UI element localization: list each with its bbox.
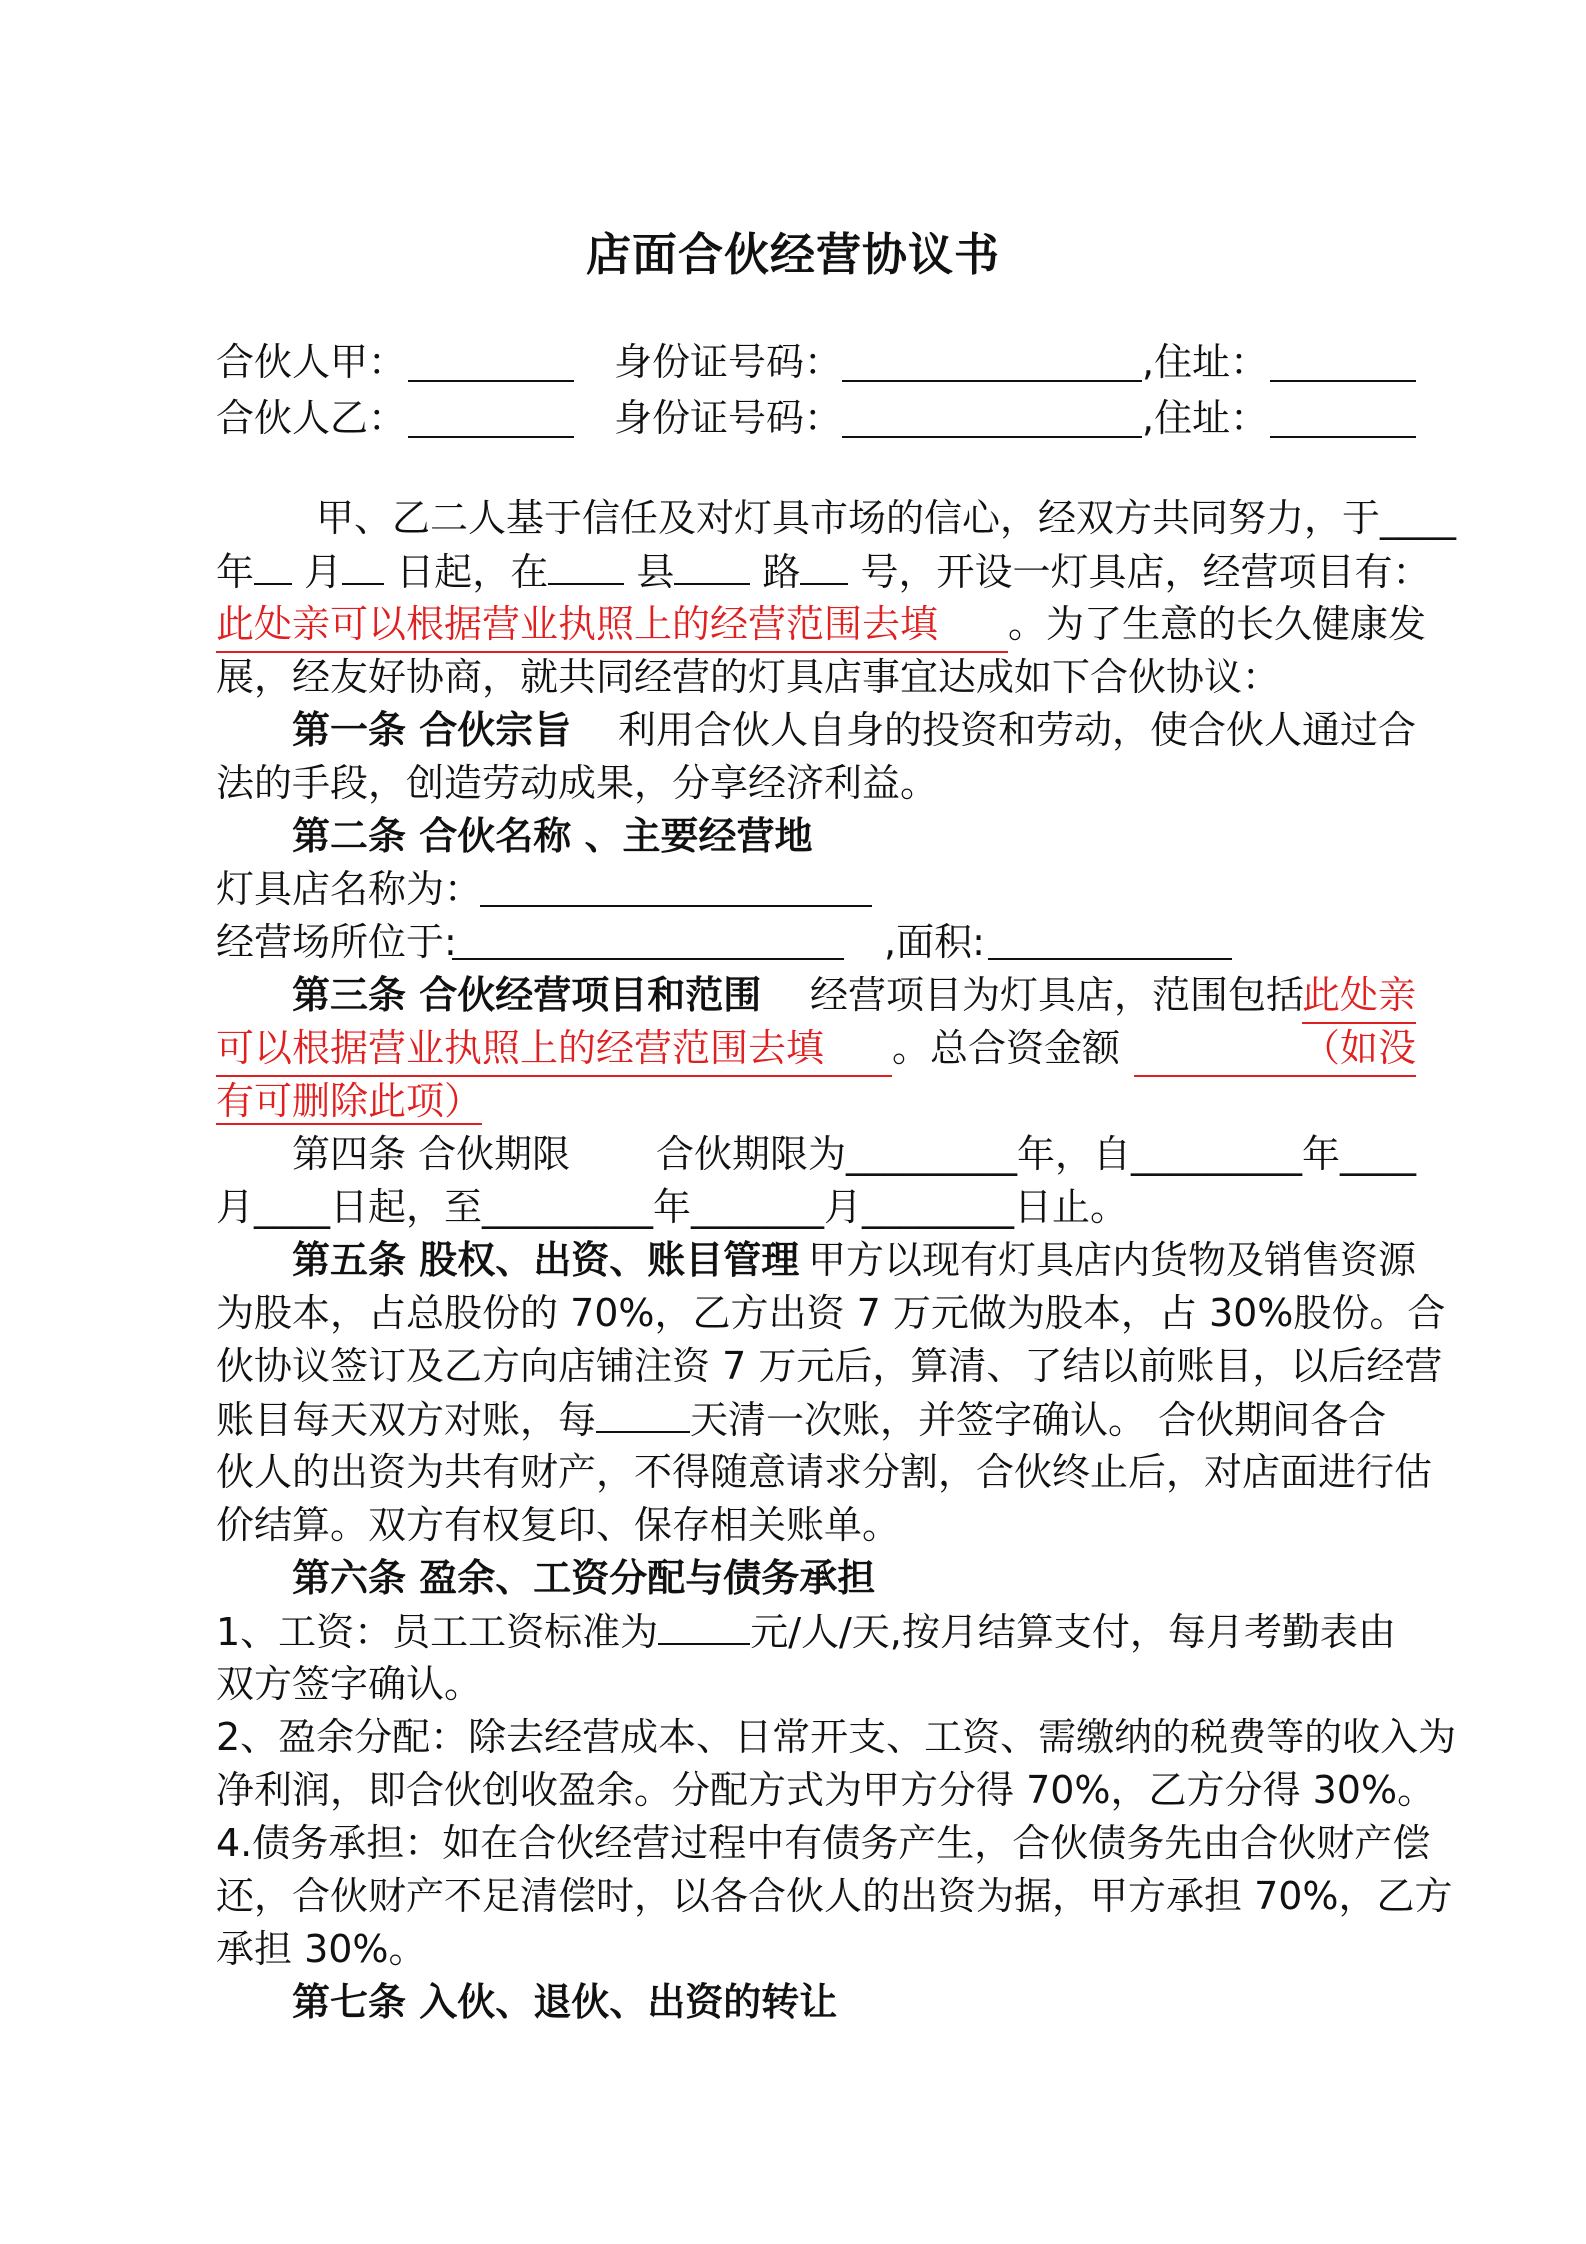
partner-a-address-label: ,住址： (1142, 340, 1269, 384)
art3-scope-hint: 可以根据营业执照上的经营范围去填 (216, 1022, 892, 1077)
art3-delete-hint: 有可删除此项） (216, 1079, 483, 1123)
art5-line3: 伙协议签订及乙方向店铺注资 7 万元后，算清、了结以前账目，以后经营 (216, 1344, 1443, 1388)
art5-line2: 为股本，占总股份的 70%，乙方出资 7 万元做为股本，占 30%股份。合 (216, 1291, 1446, 1335)
art2-name-blank (480, 867, 872, 907)
partner-a-id-blank (842, 380, 1142, 382)
partner-b-address-label: ,住址： (1142, 396, 1269, 440)
document-title: 店面合伙经营协议书 (585, 228, 1000, 281)
art6-wage-blank (658, 1605, 750, 1645)
para1-year: 年 (216, 550, 255, 594)
partner-a-blank (408, 380, 574, 382)
art4-line1 (216, 1128, 1416, 1181)
para1-day: 日起，在 (396, 550, 549, 594)
art2-heading: 第二条 合伙名称 、主要经营地 (292, 814, 813, 858)
partner-b-label: 合伙人乙： (216, 396, 407, 440)
art6-wage-line1 (216, 1605, 1416, 1658)
art2-area-blank (988, 920, 1232, 960)
art3-line1-mid: 经营项目为灯具店，范围包括 (809, 973, 1304, 1017)
partner-b-address-blank (1270, 436, 1416, 438)
para1-county-blank (548, 545, 624, 585)
art2-area-label: ,面积: (884, 920, 985, 964)
art6-debt-line2: 还，合伙财产不足清偿时，以各合伙人的出资为据，甲方承担 70%，乙方 (216, 1874, 1453, 1918)
partner-a-label: 合伙人甲： (216, 340, 407, 384)
art4-line1-tail: 合伙期限为_________年，自_________年____ (655, 1132, 1416, 1176)
art1-line1-tail: 利用合伙人自身的投资和劳动，使合伙人通过合 (617, 708, 1416, 752)
art5-days-blank (596, 1393, 690, 1433)
art3-line2 (216, 1022, 1416, 1075)
partner-b-id-blank (842, 436, 1142, 438)
para1-month-blank (342, 545, 384, 585)
art2-name-line (216, 863, 1416, 916)
art7-heading: 第七条 入伙、退伙、出资的转让 (292, 1980, 838, 2024)
art3-total-hint: （如没 (1134, 1022, 1416, 1077)
art5-line4-b: 天清一次账，并签字确认。 合伙期间各合 (690, 1398, 1387, 1442)
art5-line4 (216, 1393, 1416, 1446)
para1-line3-tail: 。为了生意的长久健康发 (1008, 602, 1427, 646)
art3-total-label: 。总合资金额 (892, 1026, 1121, 1070)
partner-a-row (216, 336, 1416, 392)
art5-line5: 伙人的出资为共有财产，不得随意请求分割，合伙终止后，对店面进行估 (216, 1450, 1433, 1494)
art6-profit-line1: 2、盈余分配：除去经营成本、日常开支、工资、需缴纳的税费等的收入为 (216, 1715, 1457, 1759)
art6-debt-line1: 4.债务承担：如在合伙经营过程中有债务产生，合伙债务先由合伙财产偿 (216, 1821, 1431, 1865)
para1-shop-text: 号，开设一灯具店，经营项目有： (860, 550, 1431, 594)
para1-number-blank (800, 545, 848, 585)
para1-month: 月 (304, 550, 343, 594)
art4-heading: 第四条 合伙期限 (292, 1132, 571, 1176)
art5-line1-tail: 甲方以现有灯具店内货物及销售资源 (807, 1238, 1416, 1282)
art6-debt-line3: 承担 30%。 (216, 1927, 427, 1971)
art3-heading: 第三条 合伙经营项目和范围 (292, 973, 762, 1017)
art2-place-blank (452, 920, 844, 960)
art6-wage-b: 元/人/天,按月结算支付，每月考勤表由 (750, 1610, 1396, 1654)
para1-line4: 展，经友好协商，就共同经营的灯具店事宜达成如下合伙协议： (216, 655, 1281, 699)
partner-a-id-label: 身份证号码： (614, 340, 843, 384)
art5-heading: 第五条 股权、出资、账目管理 (292, 1238, 800, 1282)
art2-place-label: 经营场所位于: (216, 920, 457, 964)
para1-road-blank (674, 545, 750, 585)
partner-b-blank (408, 436, 574, 438)
para1-scope-hint: 此处亲可以根据营业执照上的经营范围去填 (216, 598, 1008, 653)
art5-line4-a: 账目每天双方对账，每 (216, 1398, 597, 1442)
art6-wage-a: 1、工资：员工工资标准为 (216, 1610, 659, 1654)
para1-year-blank (254, 545, 292, 585)
art1-line2: 法的手段，创造劳动成果，分享经济利益。 (216, 761, 939, 805)
art6-wage-line2: 双方签字确认。 (216, 1662, 483, 1706)
art3-line3 (216, 1075, 1416, 1128)
para1-line3 (216, 598, 1427, 651)
art6-profit-line2: 净利润，即合伙创收盈余。分配方式为甲方分得 70%，乙方分得 30%。 (216, 1768, 1436, 1812)
art2-place-line (216, 916, 1416, 969)
document-body (216, 492, 1457, 2029)
partner-a-address-blank (1270, 380, 1416, 382)
partner-b-row (216, 392, 1416, 448)
para1-county: 县 (636, 550, 675, 594)
art3-line1 (216, 969, 1416, 1022)
partner-b-id-label: 身份证号码： (614, 396, 843, 440)
para1-road: 路 (762, 550, 801, 594)
art4-line2: 月____日起，至_________年_______月________日止。 (216, 1185, 1129, 1229)
para1-line1: 甲、乙二人基于信任及对灯具市场的信心，经双方共同努力，于____ (316, 496, 1457, 540)
art1-heading: 第一条 合伙宗旨 (292, 708, 572, 752)
art6-heading: 第六条 盈余、工资分配与债务承担 (292, 1556, 876, 1600)
art5-line6: 价结算。双方有权复印、保存相关账单。 (216, 1503, 901, 1547)
art3-line1-red: 此处亲 (1302, 969, 1416, 1024)
art5-line1 (216, 1234, 1416, 1287)
para1-line2 (216, 545, 1431, 598)
art1-line1 (216, 704, 1416, 757)
art2-name-label: 灯具店名称为： (216, 867, 483, 911)
